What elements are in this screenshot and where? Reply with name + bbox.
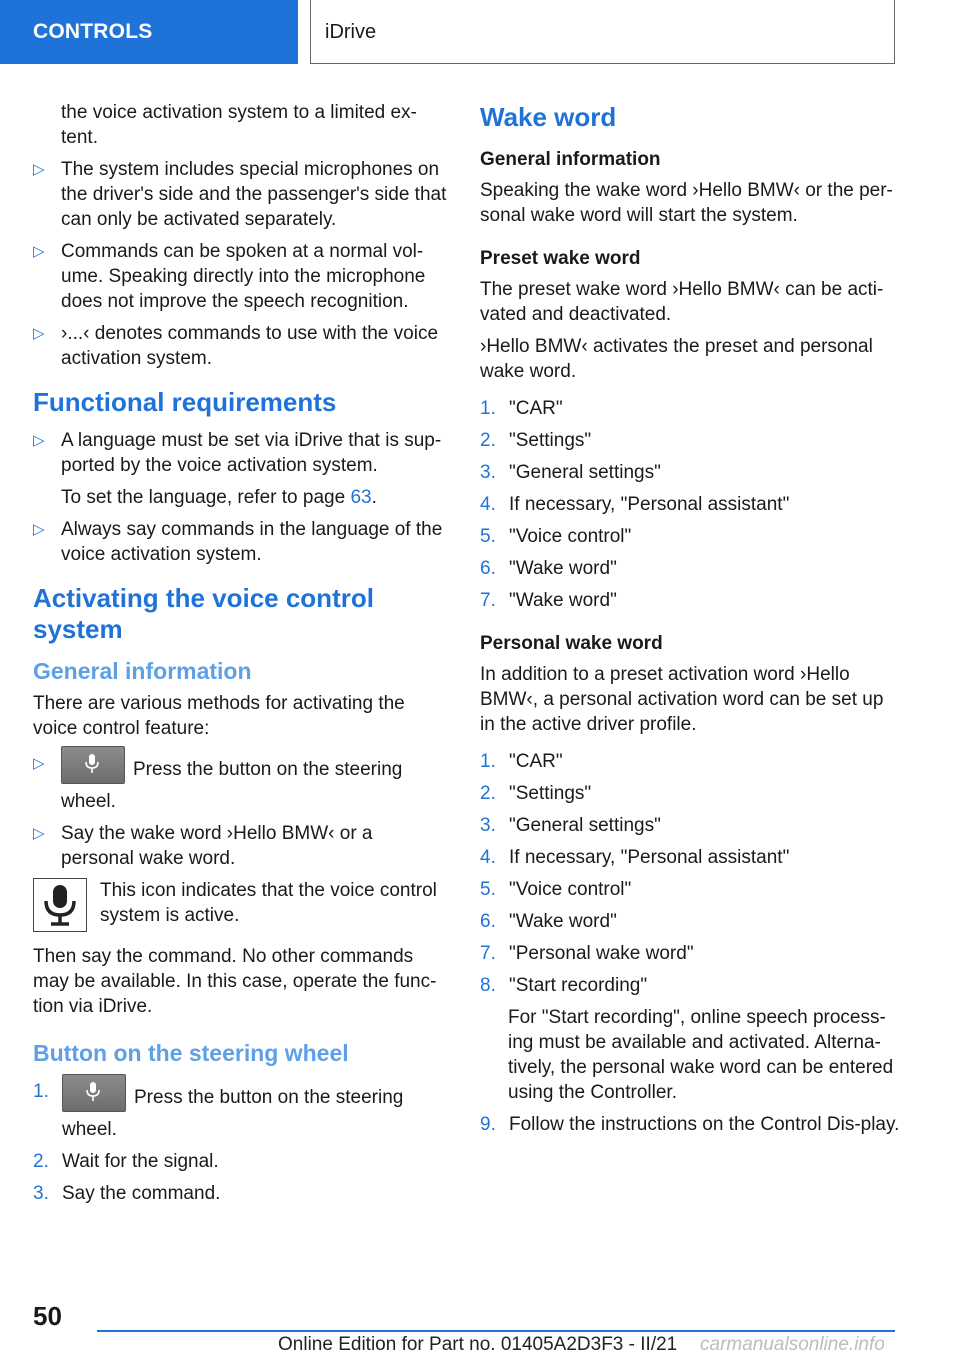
steering-wheel-voice-button-image	[61, 746, 125, 784]
bullet-item: ▷ ›...‹ denotes commands to use with the voice activation system.	[33, 323, 439, 369]
preset-wake-word-subheading: Preset wake word	[480, 248, 641, 269]
list-item: 3. "General settings"	[480, 815, 661, 836]
left-column	[33, 100, 448, 1213]
bullet-item: ▷ A language must be set via iDrive that is sup-ported by the voice activation system.	[33, 430, 442, 476]
list-item: 6. "Wake word"	[480, 911, 617, 932]
language-reference: To set the language, refer to page 63.	[61, 487, 377, 508]
list-item: 2. "Settings"	[480, 783, 592, 804]
list-item: 2. "Settings"	[480, 430, 592, 451]
personal-wake-word-subheading: Personal wake word	[480, 633, 663, 654]
activating-heading: Activating the voice control system	[33, 583, 374, 644]
triangle-right-icon: ▷	[33, 325, 45, 342]
list-item: 5. "Voice control"	[480, 879, 632, 900]
personal-steps-list	[480, 749, 900, 998]
triangle-right-icon: ▷	[33, 161, 45, 178]
then-say-text: Then say the command. No other commands may be available. In this case, operate the func-tion via iDrive.	[33, 946, 437, 1017]
triangle-right-icon: ▷	[33, 825, 45, 842]
list-item: 5. "Voice control"	[480, 526, 632, 547]
watermark: carmanualsonline.info	[700, 1334, 885, 1355]
bullet-item: ▷ Press the button on the steering wheel.	[33, 751, 448, 814]
section-label: CONTROLS	[33, 20, 153, 43]
list-item: 1. "CAR"	[480, 398, 563, 419]
list-item: 4. If necessary, "Personal assistant"	[480, 494, 790, 515]
microphone-icon	[86, 1082, 100, 1102]
preset-text: ›Hello BMW‹ activates the preset and personal wake word.	[480, 336, 873, 382]
bullet-item: ▷ The system includes special microphones on the driver's side and the passenger's side that can only be activated separately.	[33, 159, 447, 230]
general-information-subheading: General information	[480, 149, 661, 170]
microphone-icon	[33, 878, 87, 932]
bullet-item: ▷ Say the wake word ›Hello BMW‹ or a personal wake word.	[33, 823, 373, 869]
general-text: There are various methods for activating the voice control feature:	[33, 693, 405, 739]
page-link[interactable]: 63	[350, 487, 372, 508]
right-column	[480, 100, 900, 1144]
list-item: 9. Follow the instructions on the Control Dis-play.	[480, 1114, 900, 1135]
intro-continuation: the voice activation system to a limited ex-tent.	[61, 102, 417, 148]
list-item: 4. If necessary, "Personal assistant"	[480, 847, 790, 868]
chapter-tab	[310, 0, 895, 64]
list-item: 7. "Wake word"	[480, 590, 617, 611]
list-item: 8. "Start recording"	[480, 975, 648, 996]
triangle-right-icon: ▷	[33, 755, 45, 772]
triangle-right-icon: ▷	[33, 243, 45, 260]
footer-rule	[97, 1330, 895, 1332]
bullet-item: ▷ Always say commands in the language of the voice activation system.	[33, 519, 443, 565]
steering-wheel-voice-button-image	[62, 1074, 126, 1112]
general-text: Speaking the wake word ›Hello BMW‹ or the per-sonal wake word will start the system.	[480, 180, 893, 226]
button-steering-wheel-heading: Button on the steering wheel	[33, 1040, 349, 1066]
triangle-right-icon: ▷	[33, 432, 45, 449]
functional-requirements-heading: Functional requirements	[33, 387, 337, 417]
list-item: 1. Press the button on the steering wheel.	[33, 1079, 448, 1142]
section-tab	[0, 0, 298, 64]
preset-text: The preset wake word ›Hello BMW‹ can be acti-vated and deactivated.	[480, 279, 884, 325]
edition-text: Online Edition for Part no. 01405A2D3F3 - II/21	[278, 1334, 678, 1355]
wake-word-heading: Wake word	[480, 102, 617, 132]
step8-note: For "Start recording", online speech process-ing must be available and activated. Alterna-tively, the personal wake word can be entered using the Controller.	[508, 1007, 894, 1103]
chapter-label: iDrive	[325, 21, 377, 43]
list-item: 3. Say the command.	[33, 1183, 221, 1204]
list-item: 6. "Wake word"	[480, 558, 617, 579]
triangle-right-icon: ▷	[33, 521, 45, 538]
preset-steps-list	[480, 396, 900, 613]
list-item: 7. "Personal wake word"	[480, 943, 694, 964]
list-item: 1. "CAR"	[480, 751, 563, 772]
general-information-heading: General information	[33, 658, 252, 684]
microphone-icon	[85, 754, 99, 774]
voice-active-note: This icon indicates that the voice control system is active.	[33, 878, 448, 934]
personal-text: In addition to a preset activation word ›Hello BMW‹, a personal activation word can be set up in the active driver profile.	[480, 664, 884, 735]
list-item: 3. "General settings"	[480, 462, 661, 483]
bullet-item: ▷ Commands can be spoken at a normal vol-ume. Speaking directly into the microphone does not improve the speech recognition.	[33, 241, 426, 312]
list-item: 2. Wait for the signal.	[33, 1151, 219, 1172]
page-number: 50	[33, 1301, 62, 1331]
